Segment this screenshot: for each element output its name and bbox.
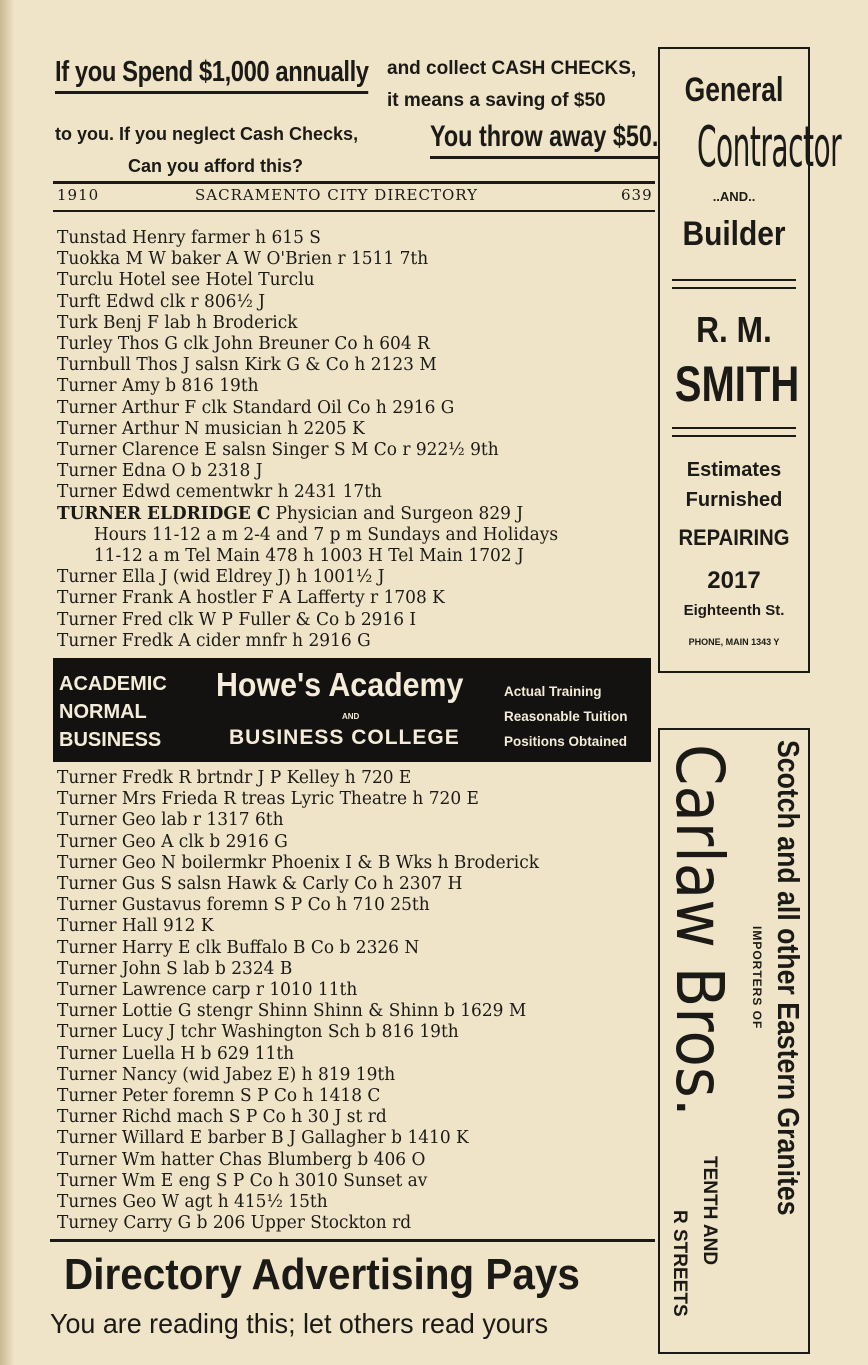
ad1-and: ..AND.. xyxy=(712,189,756,204)
list-item: Turner Gustavus foremn S P Co h 710 25th xyxy=(57,895,430,916)
howes-academy-ad xyxy=(53,658,651,762)
academy-left-3: BUSINESS xyxy=(59,729,162,751)
list-item: Turk Benj F lab h Broderick xyxy=(57,312,298,333)
eldridge-rest: Physician and Surgeon 829 J xyxy=(270,503,524,524)
list-item: Turner Gus S salsn Hawk & Carly Co h 2307 H xyxy=(57,874,463,895)
academy-left-2: NORMAL xyxy=(59,701,147,723)
carlaw-products: Scotch and all other Eastern Granites xyxy=(771,740,806,1216)
list-item: Turner Edna O b 2318 J xyxy=(57,461,263,482)
list-item: Turner Geo lab r 1317 6th xyxy=(57,810,284,831)
list-item: Turner Geo A clk b 2916 G xyxy=(57,831,288,852)
list-item: Turner Willard E barber B J Gallagher b 1410 K xyxy=(57,1128,469,1149)
list-item: Turner Ella J (wid Eldrey J) h 1001½ J xyxy=(57,567,385,588)
list-item: Turner Fredk R brtndr J P Kelley h 720 E xyxy=(57,768,412,788)
bottom-ad-tagline: You are reading this; let others read yours xyxy=(50,1308,549,1339)
list-item: Turner Harry E clk Buffalo B Co b 2326 N xyxy=(57,937,420,958)
list-item: Turner Wm hatter Chas Blumberg b 406 O xyxy=(57,1149,426,1170)
running-head-page: 639 xyxy=(621,186,653,204)
ad1-street: Eighteenth St. xyxy=(683,602,785,619)
ad1-furnished: Furnished xyxy=(685,489,783,511)
ad1-initials: R. M. xyxy=(696,309,772,350)
carlaw-address-2: R STREETS xyxy=(669,1210,690,1317)
entries-bottom xyxy=(57,768,554,1234)
carlaw-name: Carlaw Bros. xyxy=(661,744,738,1117)
list-item: Turner Nancy (wid Jabez E) h 819 19th xyxy=(57,1064,396,1085)
list-item: Turner Frank A hostler F A Lafferty r 1708 K xyxy=(57,588,445,609)
list-item: Turner Luella H b 629 11th xyxy=(57,1043,295,1064)
bottom-ad-headline: Directory Advertising Pays xyxy=(64,1250,580,1299)
ad1-smith: SMITH xyxy=(674,356,800,412)
list-item: Turner John S lab b 2324 B xyxy=(57,958,293,979)
academy-left-block xyxy=(59,670,167,754)
rm-smith-contractor-ad xyxy=(658,47,842,673)
academy-subtitle: BUSINESS COLLEGE xyxy=(229,726,460,749)
list-item: Turner Lawrence carp r 1010 11th xyxy=(57,980,358,1001)
list-item: Turner Clarence E salsn Singer S M Co r 922½ 9th xyxy=(57,440,499,461)
ad1-contractor: Contractor xyxy=(697,115,842,180)
list-item: Turclu Hotel see Hotel Turclu xyxy=(57,270,315,291)
list-item: Tuokka M W baker A W O'Brien r 1511 7th xyxy=(57,249,429,270)
running-head-title: SACRAMENTO CITY DIRECTORY xyxy=(195,186,479,204)
carlaw-importers: IMPORTERS OF xyxy=(750,926,764,1030)
banner-line-3: it means a saving of $50 xyxy=(387,90,606,111)
banner-line-1: If you Spend $1,000 annually xyxy=(55,56,369,94)
ad1-divider-2 xyxy=(672,427,796,437)
list-item: Turner Peter foremn S P Co h 1418 C xyxy=(57,1086,381,1107)
list-item: Turner Fred clk W P Fuller & Co b 2916 I xyxy=(57,609,417,630)
academy-right-3: Positions Obtained xyxy=(504,734,628,749)
banner-line-6: Can you afford this? xyxy=(128,156,303,176)
ad1-estimates: Estimates xyxy=(686,459,782,481)
list-item: Turner Richd mach S P Co h 30 J st rd xyxy=(57,1107,387,1128)
list-item: Turney Carry G b 206 Upper Stockton rd xyxy=(57,1213,412,1234)
academy-right-block xyxy=(504,679,628,754)
list-item: Turner Geo N boilermkr Phoenix I & B Wks h Broderick xyxy=(57,852,539,873)
running-head-year: 1910 xyxy=(57,186,100,204)
list-item: Turley Thos G clk John Breuner Co h 604 R xyxy=(57,334,430,355)
banner-line-2: and collect CASH CHECKS, xyxy=(387,58,637,79)
ad1-phone: PHONE, MAIN 1343 Y xyxy=(688,637,780,647)
ad1-repairing: REPAIRING xyxy=(678,525,790,550)
academy-left-1: ACADEMIC xyxy=(59,673,167,695)
list-item: Turner Lucy J tchr Washington Sch b 816 19th xyxy=(57,1022,459,1043)
list-item: Turner Mrs Frieda R treas Lyric Theatre h 720 E xyxy=(57,789,479,810)
list-item: Turner Arthur N musician h 2205 K xyxy=(57,418,365,439)
list-item: Turnes Geo W agt h 415½ 15th xyxy=(57,1192,328,1213)
list-item: Turnbull Thos J salsn Kirk G & Co h 2123 M xyxy=(57,355,437,376)
eldridge-name: TURNER ELDRIDGE C xyxy=(57,503,271,524)
list-item: Turner Edwd cementwkr h 2431 17th xyxy=(57,482,382,503)
cash-checks-banner xyxy=(55,52,659,180)
header-rule-bottom xyxy=(53,210,655,212)
list-item: Turner Fredk A cider mnfr h 2916 G xyxy=(57,630,371,651)
academy-title: Howe's Academy xyxy=(216,666,464,703)
carlaw-bros-ad xyxy=(658,728,810,1354)
ad1-divider-1 xyxy=(672,279,796,289)
eldridge-continuation-1: Hours 11-12 a m 2-4 and 7 p m Sundays and Holidays xyxy=(93,524,559,545)
academy-and: AND xyxy=(342,712,360,721)
ad1-builder: Builder xyxy=(682,215,786,253)
academy-right-2: Reasonable Tuition xyxy=(504,709,628,724)
academy-right-1: Actual Training xyxy=(504,684,602,699)
eldridge-continuation-2: 11-12 a m Tel Main 478 h 1003 H Tel Main 1702 J xyxy=(93,546,524,567)
banner-line-5: You throw away $50. xyxy=(430,120,658,159)
list-item: Tunstad Henry farmer h 615 S xyxy=(57,228,321,248)
ad1-general: General xyxy=(684,71,784,109)
list-item: Turft Edwd clk r 806½ J xyxy=(57,291,266,312)
list-item: Turner Hall 912 K xyxy=(57,916,214,937)
banner-line-4: to you. If you neglect Cash Checks, xyxy=(55,124,359,144)
bottom-ad-rule xyxy=(50,1239,655,1242)
list-item-eldridge xyxy=(57,504,558,525)
page-edge-shadow xyxy=(0,0,14,1365)
ad1-street-number: 2017 xyxy=(707,567,761,594)
header-rule-top xyxy=(53,181,655,184)
list-item: Turner Arthur F clk Standard Oil Co h 2916 G xyxy=(57,397,455,418)
list-item: Turner Lottie G stengr Shinn Shinn & Shinn b 1629 M xyxy=(57,1001,527,1022)
carlaw-rotated-content xyxy=(660,730,808,1352)
list-item: Turner Amy b 816 19th xyxy=(57,376,259,397)
entries-top xyxy=(57,228,574,652)
list-item: Turner Wm E eng S P Co h 3010 Sunset av xyxy=(57,1170,428,1191)
carlaw-address-1: TENTH AND xyxy=(699,1156,720,1266)
